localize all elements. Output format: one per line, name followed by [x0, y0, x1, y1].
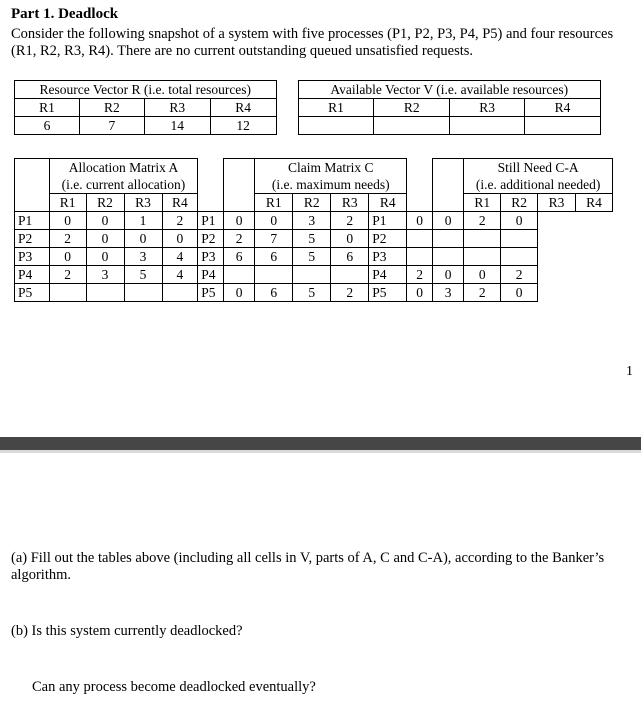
alloc-cell: 1 — [124, 212, 162, 230]
v-val-r1[interactable] — [298, 117, 374, 135]
need-cell[interactable] — [407, 230, 433, 248]
claim-cell: 5 — [293, 248, 331, 266]
claim-col-r1: R1 — [255, 194, 293, 212]
need-cell: 0 — [432, 212, 463, 230]
claim-cell: 0 — [223, 284, 254, 302]
matrix-gap-2 — [407, 159, 433, 212]
alloc-cell[interactable] — [49, 284, 86, 302]
alloc-cell: 0 — [124, 230, 162, 248]
claim-cell: 5 — [293, 230, 331, 248]
alloc-cell[interactable] — [162, 284, 198, 302]
claim-cell: 6 — [255, 284, 293, 302]
r-col-r4: R4 — [210, 99, 276, 117]
alloc-cell: 2 — [162, 212, 198, 230]
r-col-r3: R3 — [144, 99, 210, 117]
need-cell: 2 — [464, 212, 501, 230]
need-process-label: P3 — [369, 248, 407, 266]
need-cell: 0 — [407, 284, 433, 302]
alloc-col-r2: R2 — [86, 194, 124, 212]
claim-cell: 0 — [255, 212, 293, 230]
need-cell: 3 — [432, 284, 463, 302]
v-val-r4[interactable] — [525, 117, 601, 135]
alloc-title: Allocation Matrix A — [49, 159, 198, 177]
resource-vector-header: Resource Vector R (i.e. total resources) — [15, 81, 277, 99]
alloc-cell: 5 — [124, 266, 162, 284]
claim-process-label: P5 — [198, 284, 224, 302]
r-col-r2: R2 — [79, 99, 144, 117]
need-cell: 0 — [501, 212, 538, 230]
need-cell[interactable] — [407, 248, 433, 266]
question-a: (a) Fill out the tables above (including all cells in V, parts of A, C and C-A), according to the Banker’s algorithm. — [11, 550, 605, 583]
claim-cell[interactable] — [331, 266, 369, 284]
alloc-cell: 4 — [162, 266, 198, 284]
alloc-process-label: P5 — [15, 284, 50, 302]
r-val-r2: 7 — [79, 117, 144, 135]
matrix-row — [15, 230, 613, 248]
page-divider-shadow — [0, 450, 641, 453]
alloc-process-label: P3 — [15, 248, 50, 266]
need-cell: 2 — [464, 284, 501, 302]
v-col-r3: R3 — [450, 99, 525, 117]
claim-corner — [223, 159, 254, 212]
v-col-r2: R2 — [374, 99, 450, 117]
need-col-r2: R2 — [501, 194, 538, 212]
claim-cell: 0 — [223, 212, 254, 230]
alloc-cell: 2 — [49, 230, 86, 248]
v-col-r4: R4 — [525, 99, 601, 117]
matrix-row — [15, 212, 613, 230]
r-val-r1: 6 — [15, 117, 80, 135]
claim-process-label: P1 — [198, 212, 224, 230]
need-cell: 0 — [464, 266, 501, 284]
claim-cell: 3 — [293, 212, 331, 230]
v-col-r1: R1 — [298, 99, 374, 117]
question-b: (b) Is this system currently deadlocked? — [11, 623, 243, 639]
matrix-row — [15, 284, 613, 302]
claim-cell: 2 — [331, 212, 369, 230]
need-cell[interactable] — [464, 230, 501, 248]
need-cell[interactable] — [432, 230, 463, 248]
claim-cell: 6 — [255, 248, 293, 266]
need-process-label: P4 — [369, 266, 407, 284]
page-number: 1 — [626, 364, 633, 379]
claim-process-label: P2 — [198, 230, 224, 248]
claim-process-label: P4 — [198, 266, 224, 284]
alloc-cell: 3 — [124, 248, 162, 266]
page-divider — [0, 437, 641, 450]
alloc-cell: 0 — [86, 248, 124, 266]
claim-col-r2: R2 — [293, 194, 331, 212]
v-val-r3[interactable] — [450, 117, 525, 135]
alloc-corner — [15, 159, 50, 212]
need-cell: 2 — [407, 266, 433, 284]
claim-cell: 6 — [223, 248, 254, 266]
alloc-cell: 3 — [86, 266, 124, 284]
need-corner — [432, 159, 463, 212]
claim-col-r3: R3 — [331, 194, 369, 212]
claim-cell: 0 — [331, 230, 369, 248]
claim-cell[interactable] — [293, 266, 331, 284]
need-cell: 0 — [407, 212, 433, 230]
claim-cell[interactable] — [223, 266, 254, 284]
claim-cell: 6 — [331, 248, 369, 266]
alloc-col-r4: R4 — [162, 194, 198, 212]
alloc-cell: 4 — [162, 248, 198, 266]
available-vector-header: Available Vector V (i.e. available resources) — [298, 81, 600, 99]
need-cell: 0 — [432, 266, 463, 284]
matrix-row — [15, 266, 613, 284]
part-title: Part 1. Deadlock — [11, 6, 119, 22]
resource-available-table — [14, 80, 601, 135]
claim-cell: 2 — [223, 230, 254, 248]
alloc-cell: 0 — [49, 248, 86, 266]
need-cell: 0 — [501, 284, 538, 302]
need-col-r1: R1 — [464, 194, 501, 212]
r-col-r1: R1 — [15, 99, 80, 117]
matrices-table — [14, 158, 613, 302]
alloc-process-label: P1 — [15, 212, 50, 230]
alloc-cell: 0 — [86, 230, 124, 248]
need-title: Still Need C-A — [464, 159, 613, 177]
need-col-r3: R3 — [538, 194, 576, 212]
alloc-col-r1: R1 — [49, 194, 86, 212]
need-cell: 2 — [501, 266, 538, 284]
v-val-r2[interactable] — [374, 117, 450, 135]
alloc-cell: 2 — [49, 266, 86, 284]
need-process-label: P2 — [369, 230, 407, 248]
alloc-cell: 0 — [86, 212, 124, 230]
claim-cell: 5 — [293, 284, 331, 302]
alloc-process-label: P2 — [15, 230, 50, 248]
alloc-col-r3: R3 — [124, 194, 162, 212]
intro-paragraph: Consider the following snapshot of a system with five processes (P1, P2, P3, P4, P5) and four resources (R1, R2, R3, R4). There are no current outstanding queued unsatisfied requests. — [11, 26, 614, 59]
claim-process-label: P3 — [198, 248, 224, 266]
alloc-subtitle: (i.e. current allocation) — [49, 176, 198, 194]
need-cell[interactable] — [464, 248, 501, 266]
need-process-label: P1 — [369, 212, 407, 230]
claim-cell: 2 — [331, 284, 369, 302]
claim-title: Claim Matrix C — [255, 159, 407, 177]
claim-col-r4: R4 — [369, 194, 407, 212]
need-cell[interactable] — [501, 248, 538, 266]
alloc-cell[interactable] — [86, 284, 124, 302]
claim-subtitle: (i.e. maximum needs) — [255, 176, 407, 194]
alloc-process-label: P4 — [15, 266, 50, 284]
alloc-cell[interactable] — [124, 284, 162, 302]
claim-cell: 7 — [255, 230, 293, 248]
alloc-cell: 0 — [49, 212, 86, 230]
need-cell[interactable] — [432, 248, 463, 266]
need-process-label: P5 — [369, 284, 407, 302]
r-val-r3: 14 — [144, 117, 210, 135]
claim-cell[interactable] — [255, 266, 293, 284]
matrix-row — [15, 248, 613, 266]
question-c: Can any process become deadlocked eventually? — [32, 679, 316, 695]
need-subtitle: (i.e. additional needed) — [464, 176, 613, 194]
vector-gap — [276, 81, 298, 135]
matrix-gap-1 — [198, 159, 224, 212]
alloc-cell: 0 — [162, 230, 198, 248]
need-col-r4: R4 — [576, 194, 613, 212]
r-val-r4: 12 — [210, 117, 276, 135]
need-cell[interactable] — [501, 230, 538, 248]
